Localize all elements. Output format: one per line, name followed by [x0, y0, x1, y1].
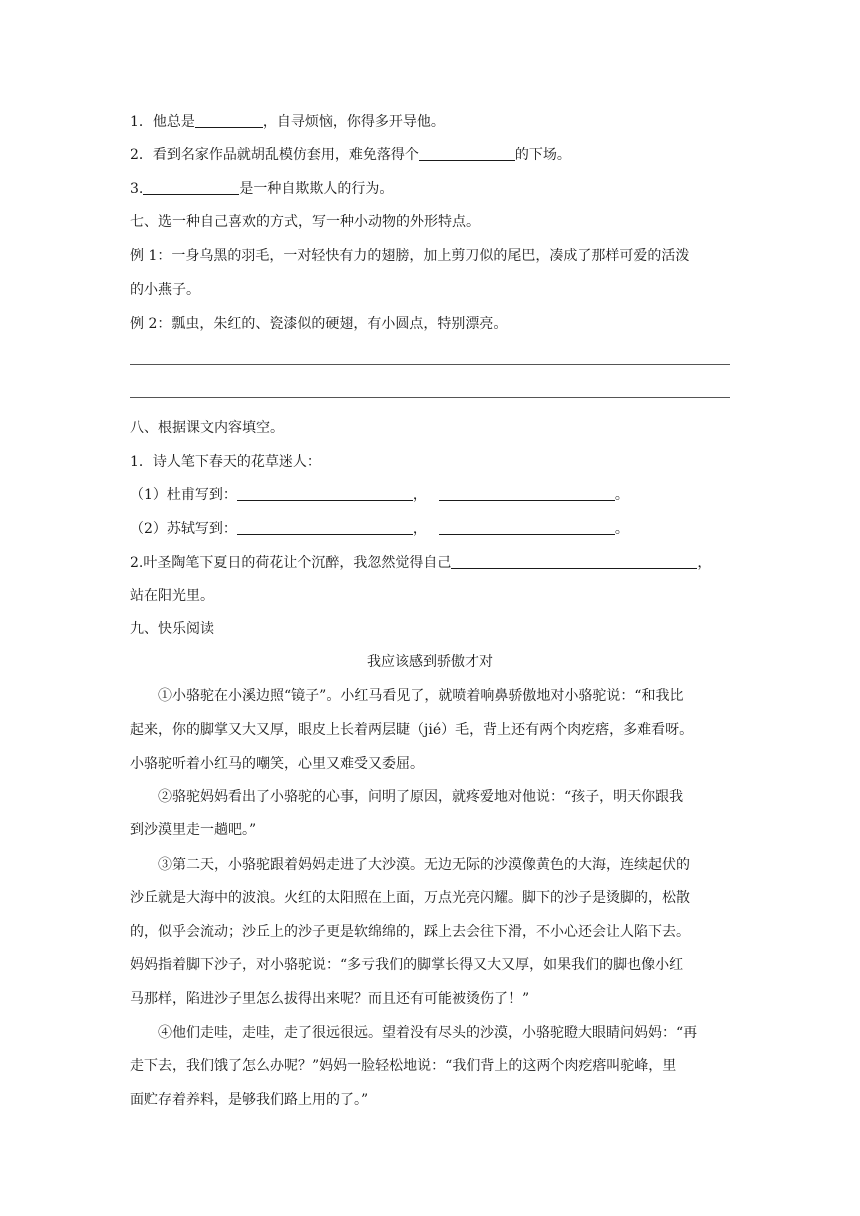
question-6-3 — [130, 179, 730, 199]
paragraph-4-line: ④他们走哇，走哇，走了很远很远。望着没有尽头的沙漠，小骆驼瞪大眼睛问妈妈：“再 — [158, 1025, 698, 1041]
paragraph-2-line: ②骆驼妈妈看出了小骆驼的心事，问明了原因，就疼爱地对他说：“孩子，明天你跟我 — [158, 789, 684, 805]
paragraph-3-line: 的，似乎会流动；沙丘上的沙子更是软绵绵的，踩上去会往下滑，不小心还会让人陷下去。 — [130, 924, 690, 940]
answer-blank[interactable] — [237, 520, 413, 535]
answer-blank[interactable] — [195, 113, 263, 128]
paragraph-3-line: 沙丘就是大海中的波浪。火红的太阳照在上面，万点光亮闪耀。脚下的沙子是烫脚的，松散 — [130, 890, 690, 906]
question-text: 2.叶圣陶笔下夏日的荷花让个沉醉，我忽然觉得自己 — [130, 555, 452, 571]
punctuation: 。 — [614, 487, 629, 503]
paragraph-3-line: ③第二天，小骆驼跟着妈妈走进了大沙漠。无边无际的沙漠像黄色的大海，连续起伏的 — [158, 857, 690, 873]
paragraph-1-line: 起来，你的脚掌又大又厚，眼皮上长着两层睫（jié）毛，背上还有两个肉疙瘩，多难看呀。 — [130, 722, 694, 738]
question-text: 的下场。 — [514, 147, 571, 163]
paragraph-1-line: ①小骆驼在小溪边照“镜子”。小红马看见了，就喷着响鼻骄傲地对小骆驼说：“和我比 — [158, 688, 684, 704]
answer-blank[interactable] — [439, 520, 615, 535]
question-8-2 — [130, 553, 730, 573]
paragraph-3-line: 妈妈指着脚下沙子，对小骆驼说：“多亏我们的脚掌长得又大又厚，如果我们的脚也像小红 — [130, 957, 684, 973]
paragraph-2-line: 到沙漠里走一趟吧。” — [130, 822, 257, 838]
writing-line[interactable] — [130, 364, 730, 365]
punctuation: ， — [697, 555, 712, 571]
example-1-line-2: 的小燕子。 — [130, 282, 200, 298]
question-8-1: 1．诗人笔下春天的花草迷人： — [130, 454, 321, 470]
du-fu-row — [130, 485, 730, 505]
paragraph-1-line: 小骆驼听着小红马的嘲笑，心里又难受又委屈。 — [130, 756, 424, 772]
punctuation: ， — [412, 521, 427, 537]
question-text: 1．他总是 — [130, 114, 195, 130]
paragraph-4-line: 面贮存着养料，是够我们路上用的了。” — [130, 1092, 369, 1108]
question-6-2 — [130, 145, 730, 165]
question-text: （2）苏轼写到： — [130, 521, 237, 537]
section-9-heading: 九、快乐阅读 — [130, 621, 214, 637]
answer-blank[interactable] — [237, 486, 413, 501]
section-8-heading: 八、根据课文内容填空。 — [130, 420, 284, 436]
paragraph-3-line: 马那样，陷进沙子里怎么拔得出来呢？而且还有可能被烫伤了！” — [130, 991, 530, 1007]
writing-line[interactable] — [130, 397, 730, 398]
question-text: （1）杜甫写到： — [130, 487, 237, 503]
example-2: 例 2：瓢虫，朱红的、瓷漆似的硬翅，有小圆点，特别漂亮。 — [130, 316, 508, 332]
question-text: 是一种自欺欺人的行为。 — [239, 181, 394, 197]
question-8-2-continued: 站在阳光里。 — [130, 588, 214, 604]
answer-blank[interactable] — [451, 554, 697, 569]
answer-blank[interactable] — [439, 486, 615, 501]
question-text: 2．看到名家作品就胡乱模仿套用，难免落得个 — [130, 147, 419, 163]
story-title: 我应该感到骄傲才对 — [367, 654, 493, 670]
answer-blank[interactable] — [143, 180, 239, 195]
su-shi-row — [130, 519, 730, 539]
example-1-line-1: 例 1：一身乌黑的羽毛，一对轻快有力的翅膀，加上剪刀似的尾巴，凑成了那样可爱的活泼 — [130, 248, 690, 264]
punctuation: ， — [412, 487, 427, 503]
section-7-heading: 七、选一种自己喜欢的方式，写一种小动物的外形特点。 — [130, 214, 480, 230]
answer-blank[interactable] — [419, 146, 515, 161]
punctuation: 。 — [614, 521, 629, 537]
paragraph-4-line: 走下去，我们饿了怎么办呢？”妈妈一脸轻松地说：“我们背上的这两个肉疙瘩叫驼峰，里 — [130, 1058, 677, 1074]
question-text: 3. — [130, 181, 144, 197]
question-text: ，自寻烦恼，你得多开导他。 — [262, 114, 445, 130]
question-6-1 — [130, 112, 730, 132]
